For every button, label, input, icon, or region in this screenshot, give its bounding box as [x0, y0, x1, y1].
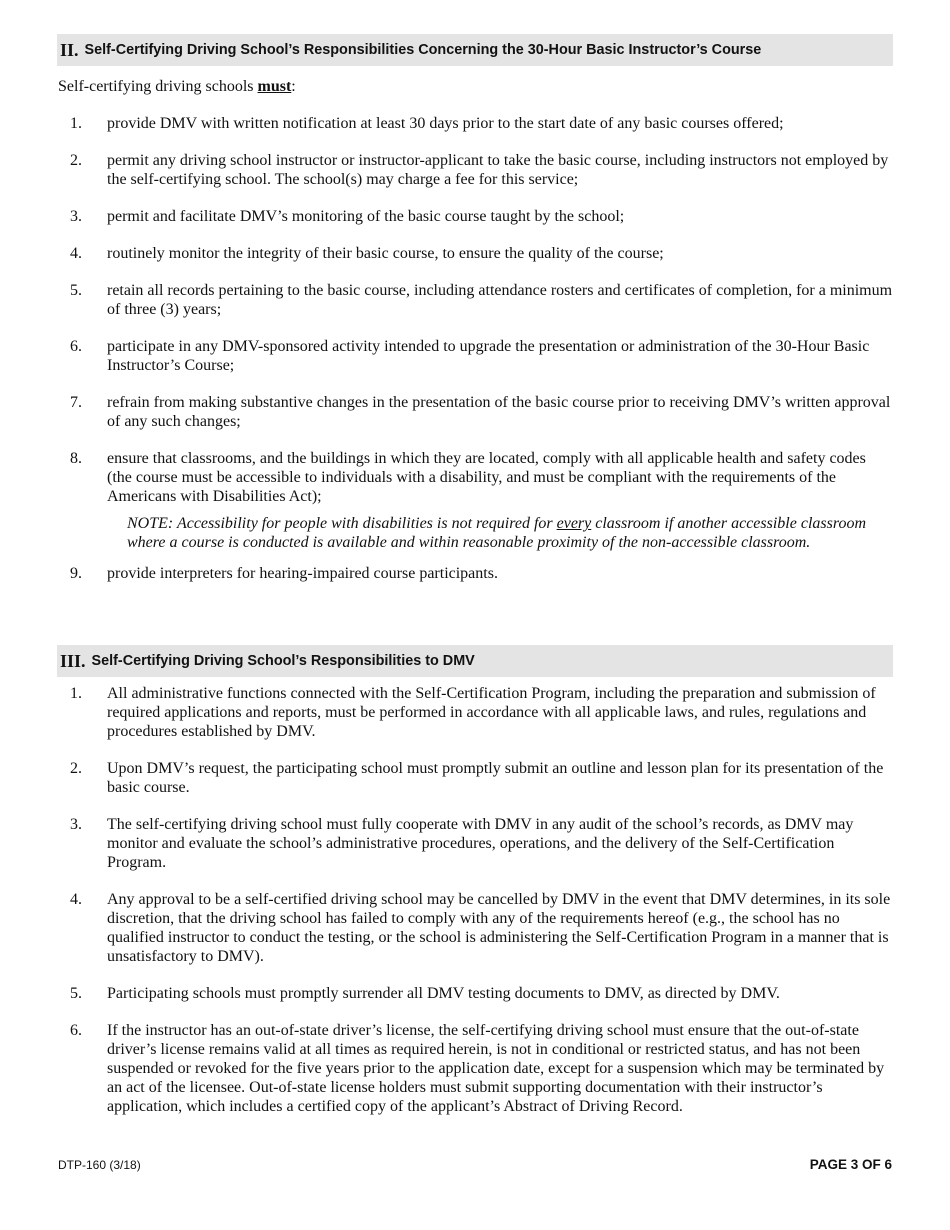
section-3-numeral: III.: [60, 650, 86, 671]
item-number: 8.: [70, 450, 82, 467]
item-number: 7.: [70, 394, 82, 411]
item-number: 3.: [70, 816, 82, 833]
list-item: [58, 890, 894, 966]
list-item: [58, 759, 894, 797]
item-number: 9.: [70, 565, 82, 582]
item-text: Upon DMV’s request, the participating school must promptly submit an outline and lesson plan for its presentation of the basic course.: [107, 760, 884, 796]
section-3-header: [57, 645, 893, 677]
item-text: participate in any DMV-sponsored activity intended to upgrade the presentation or administration of the 30-Hour Basic Instructor’s Course;: [107, 338, 870, 374]
list-item: [58, 449, 894, 552]
section-2-numeral: II.: [60, 39, 79, 60]
note-suffix: classroom if another accessible classroom where a course is conducted is available and within reasonable proximity of the non-accessible classroom.: [127, 515, 867, 551]
list-item: [58, 1021, 894, 1116]
item-text: All administrative functions connected with the Self-Certification Program, including the preparation and submission of required applications and reports, must be performed in accordance with all applicable laws, and rules, regulations and procedures established by DMV.: [107, 685, 876, 740]
item-text: permit any driving school instructor or instructor-applicant to take the basic course, including instructors not employed by the self-certifying school. The school(s) may charge a fee for this service;: [107, 152, 889, 188]
item-number: 6.: [70, 1022, 82, 1039]
item-number: 2.: [70, 760, 82, 777]
note-emphasis: every: [556, 515, 592, 532]
list-item: [58, 114, 894, 133]
list-item: [58, 393, 894, 431]
list-item: [58, 151, 894, 189]
item-text: retain all records pertaining to the basic course, including attendance rosters and certificates of completion, for a minimum of three (3) years;: [107, 282, 893, 318]
section-2-list: [58, 114, 894, 601]
section-3-title: Self-Certifying Driving School’s Responsibilities to DMV: [91, 653, 475, 669]
item-number: 5.: [70, 985, 82, 1002]
list-item: [58, 337, 894, 375]
item-text: provide interpreters for hearing-impaired course participants.: [107, 565, 498, 582]
item-number: 6.: [70, 338, 82, 355]
item-number: 5.: [70, 282, 82, 299]
list-item: [58, 984, 894, 1003]
item-number: 4.: [70, 891, 82, 908]
list-item: [58, 815, 894, 872]
item-number: 1.: [70, 115, 82, 132]
section-2-intro: [58, 78, 296, 96]
form-id: DTP-160 (3/18): [58, 1158, 141, 1172]
item-text: refrain from making substantive changes in the presentation of the basic course prior to receiving DMV’s written approval of any such changes;: [107, 394, 891, 430]
list-item: [58, 564, 894, 583]
item-text: permit and facilitate DMV’s monitoring of the basic course taught by the school;: [107, 208, 625, 225]
list-item: [58, 281, 894, 319]
item-text: Any approval to be a self-certified driving school may be cancelled by DMV in the event that DMV determines, in its sole discretion, that the driving school has failed to comply with any of the requirements hereof (e.g., the school has no qualified instructor to conduct the testing, or the school is administering the Self-Certification Program in a manner that is unsatisfactory to DMV).: [107, 891, 891, 965]
page-number: PAGE 3 OF 6: [809, 1157, 892, 1172]
item-number: 3.: [70, 208, 82, 225]
item-text: provide DMV with written notification at least 30 days prior to the start date of any basic courses offered;: [107, 115, 784, 132]
intro-emphasis: must: [257, 78, 292, 95]
section-2-title: Self-Certifying Driving School’s Responsibilities Concerning the 30-Hour Basic Instructor’s Course: [84, 42, 762, 58]
intro-suffix: :: [291, 78, 296, 95]
item-text: If the instructor has an out-of-state driver’s license, the self-certifying driving school must ensure that the out-of-state driver’s license remains valid at all times as required herein, is not in conditional or restricted status, and has not been suspended or revoked for the five years prior to the application date, except for a suspension which may be terminated by an act of the licensee. Out-of-state license holders must submit supporting documentation with their instructor’s application, which includes a certified copy of the applicant’s Abstract of Driving Record.: [107, 1022, 885, 1115]
intro-prefix: Self-certifying driving schools: [58, 78, 258, 95]
item-number: 2.: [70, 152, 82, 169]
list-item: [58, 684, 894, 741]
item-text: ensure that classrooms, and the buildings in which they are located, comply with all applicable health and safety codes (the course must be accessible to individuals with a disability, and must be compliant with the requirements of the Americans with Disabilities Act);: [107, 450, 866, 505]
list-item: [58, 207, 894, 226]
section-3-list: [58, 684, 894, 1134]
item-number: 1.: [70, 685, 82, 702]
note-prefix: NOTE: Accessibility for people with disabilities is not required for: [127, 515, 557, 532]
accessibility-note: [127, 514, 894, 552]
item-number: 4.: [70, 245, 82, 262]
item-text: Participating schools must promptly surrender all DMV testing documents to DMV, as directed by DMV.: [107, 985, 780, 1002]
item-text: routinely monitor the integrity of their basic course, to ensure the quality of the course;: [107, 245, 664, 262]
list-item: [58, 244, 894, 263]
item-text: The self-certifying driving school must fully cooperate with DMV in any audit of the school’s records, as DMV may monitor and evaluate the school’s administrative procedures, operations, and the delivery of the Self-Certification Program.: [107, 816, 854, 871]
section-2-header: [57, 34, 893, 66]
